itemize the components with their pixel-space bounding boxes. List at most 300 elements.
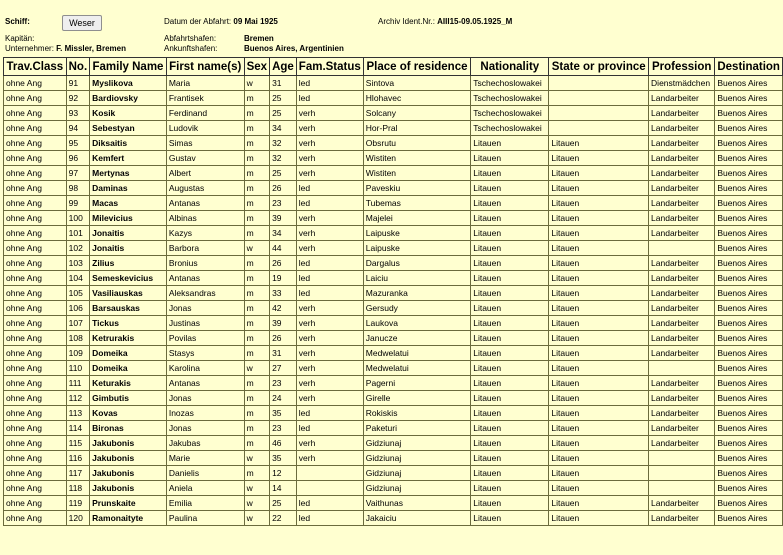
cell-family-name: Tickus — [90, 316, 167, 331]
cell-first-names: Albert — [166, 166, 244, 181]
cell-no: 101 — [66, 226, 90, 241]
cell-trav-class: ohne Ang — [4, 166, 67, 181]
cell-destination: Buenos Aires — [715, 136, 783, 151]
column-header-profession: Profession — [649, 58, 715, 76]
ship-name-button[interactable]: Weser — [62, 15, 102, 31]
cell-first-names: Inozas — [166, 406, 244, 421]
cell-nationality: Litauen — [471, 136, 549, 151]
cell-trav-class: ohne Ang — [4, 376, 67, 391]
cell-profession — [649, 241, 715, 256]
cell-trav-class: ohne Ang — [4, 451, 67, 466]
cell-fam-status: verh — [296, 121, 363, 136]
cell-nationality: Litauen — [471, 376, 549, 391]
table-row — [4, 226, 783, 241]
cell-family-name: Bironas — [90, 421, 167, 436]
cell-place-of-residence: Paveskiu — [363, 181, 470, 196]
cell-first-names: Stasys — [166, 346, 244, 361]
cell-state-or-province: Litauen — [549, 241, 649, 256]
cell-profession: Landarbeiter — [649, 496, 715, 511]
cell-state-or-province: Litauen — [549, 376, 649, 391]
table-row — [4, 286, 783, 301]
column-header-trav-class: Trav.Class — [4, 58, 67, 76]
cell-first-names: Jonas — [166, 421, 244, 436]
cell-trav-class: ohne Ang — [4, 241, 67, 256]
cell-nationality: Litauen — [471, 406, 549, 421]
table-row — [4, 181, 783, 196]
cell-destination: Buenos Aires — [715, 181, 783, 196]
cell-age: 35 — [270, 406, 297, 421]
cell-sex: w — [244, 496, 269, 511]
cell-first-names: Paulina — [166, 511, 244, 526]
cell-fam-status: verh — [296, 136, 363, 151]
column-header-fam-status: Fam.Status — [296, 58, 363, 76]
cell-first-names: Danielis — [166, 466, 244, 481]
cell-nationality: Litauen — [471, 511, 549, 526]
cell-no: 106 — [66, 301, 90, 316]
table-row — [4, 436, 783, 451]
table-row — [4, 481, 783, 496]
cell-nationality: Litauen — [471, 316, 549, 331]
cell-nationality: Tschechoslowakei — [471, 106, 549, 121]
cell-family-name: Kovas — [90, 406, 167, 421]
cell-destination: Buenos Aires — [715, 91, 783, 106]
cell-destination: Buenos Aires — [715, 226, 783, 241]
column-header-age: Age — [270, 58, 297, 76]
cell-sex: m — [244, 91, 269, 106]
cell-fam-status: verh — [296, 436, 363, 451]
cell-place-of-residence: Laipuske — [363, 241, 470, 256]
cell-nationality: Litauen — [471, 286, 549, 301]
cell-state-or-province: Litauen — [549, 466, 649, 481]
cell-state-or-province — [549, 121, 649, 136]
cell-sex: w — [244, 451, 269, 466]
cell-destination: Buenos Aires — [715, 451, 783, 466]
cell-no: 114 — [66, 421, 90, 436]
cell-nationality: Litauen — [471, 196, 549, 211]
cell-fam-status: verh — [296, 301, 363, 316]
cell-destination: Buenos Aires — [715, 316, 783, 331]
cell-age: 25 — [270, 166, 297, 181]
cell-profession: Landarbeiter — [649, 151, 715, 166]
cell-state-or-province: Litauen — [549, 361, 649, 376]
cell-destination: Buenos Aires — [715, 511, 783, 526]
cell-nationality: Litauen — [471, 151, 549, 166]
cell-fam-status: led — [296, 496, 363, 511]
departure-date-row — [164, 17, 278, 27]
cell-trav-class: ohne Ang — [4, 226, 67, 241]
cell-sex: m — [244, 286, 269, 301]
cell-destination: Buenos Aires — [715, 211, 783, 226]
cell-first-names: Justinas — [166, 316, 244, 331]
cell-profession: Landarbeiter — [649, 421, 715, 436]
cell-sex: m — [244, 421, 269, 436]
cell-family-name: Jonaitis — [90, 226, 167, 241]
cell-fam-status — [296, 481, 363, 496]
cell-sex: m — [244, 166, 269, 181]
cell-first-names: Emilia — [166, 496, 244, 511]
cell-family-name: Diksaitis — [90, 136, 167, 151]
cell-family-name: Domeika — [90, 361, 167, 376]
cell-trav-class: ohne Ang — [4, 346, 67, 361]
cell-first-names: Karolina — [166, 361, 244, 376]
manifest-header — [0, 0, 783, 58]
cell-no: 92 — [66, 91, 90, 106]
cell-sex: m — [244, 151, 269, 166]
cell-place-of-residence: Dargalus — [363, 256, 470, 271]
cell-age: 46 — [270, 436, 297, 451]
cell-fam-status: verh — [296, 211, 363, 226]
table-row — [4, 511, 783, 526]
cell-age: 25 — [270, 496, 297, 511]
cell-sex: m — [244, 181, 269, 196]
table-row — [4, 361, 783, 376]
cell-nationality: Litauen — [471, 391, 549, 406]
cell-state-or-province: Litauen — [549, 256, 649, 271]
cell-trav-class: ohne Ang — [4, 76, 67, 91]
cell-nationality: Litauen — [471, 331, 549, 346]
cell-age: 32 — [270, 151, 297, 166]
ship-label: Schiff: — [5, 17, 30, 26]
cell-family-name: Jakubonis — [90, 451, 167, 466]
cell-destination: Buenos Aires — [715, 466, 783, 481]
cell-family-name: Zilius — [90, 256, 167, 271]
company-value: F. Missler, Bremen — [56, 44, 126, 53]
cell-destination: Buenos Aires — [715, 376, 783, 391]
cell-nationality: Litauen — [471, 271, 549, 286]
cell-sex: m — [244, 121, 269, 136]
cell-fam-status: verh — [296, 226, 363, 241]
company-label: Unternehmer: — [5, 44, 54, 53]
cell-fam-status: verh — [296, 391, 363, 406]
cell-sex: w — [244, 241, 269, 256]
cell-fam-status: verh — [296, 451, 363, 466]
table-row — [4, 331, 783, 346]
cell-place-of-residence: Medwelatui — [363, 346, 470, 361]
cell-no: 98 — [66, 181, 90, 196]
cell-destination: Buenos Aires — [715, 346, 783, 361]
cell-nationality: Litauen — [471, 451, 549, 466]
cell-fam-status: led — [296, 271, 363, 286]
cell-profession: Landarbeiter — [649, 91, 715, 106]
cell-age: 42 — [270, 301, 297, 316]
cell-trav-class: ohne Ang — [4, 121, 67, 136]
cell-profession: Dienstmädchen — [649, 76, 715, 91]
cell-sex: w — [244, 481, 269, 496]
cell-trav-class: ohne Ang — [4, 181, 67, 196]
archive-value: AIII15-09.05.1925_M — [437, 17, 513, 26]
cell-fam-status: verh — [296, 166, 363, 181]
cell-destination: Buenos Aires — [715, 436, 783, 451]
cell-family-name: Myslikova — [90, 76, 167, 91]
cell-no: 112 — [66, 391, 90, 406]
cell-no: 110 — [66, 361, 90, 376]
cell-sex: w — [244, 76, 269, 91]
cell-trav-class: ohne Ang — [4, 316, 67, 331]
cell-age: 25 — [270, 91, 297, 106]
cell-state-or-province: Litauen — [549, 166, 649, 181]
cell-nationality: Litauen — [471, 226, 549, 241]
cell-trav-class: ohne Ang — [4, 196, 67, 211]
table-row — [4, 256, 783, 271]
cell-first-names: Bronius — [166, 256, 244, 271]
cell-state-or-province: Litauen — [549, 286, 649, 301]
cell-age: 39 — [270, 316, 297, 331]
cell-trav-class: ohne Ang — [4, 331, 67, 346]
cell-destination: Buenos Aires — [715, 301, 783, 316]
cell-trav-class: ohne Ang — [4, 271, 67, 286]
cell-destination: Buenos Aires — [715, 121, 783, 136]
cell-state-or-province — [549, 76, 649, 91]
cell-sex: m — [244, 346, 269, 361]
cell-nationality: Litauen — [471, 256, 549, 271]
cell-sex: m — [244, 391, 269, 406]
table-row — [4, 466, 783, 481]
cell-place-of-residence: Medwelatui — [363, 361, 470, 376]
cell-place-of-residence: Sintova — [363, 76, 470, 91]
cell-place-of-residence: Majelei — [363, 211, 470, 226]
table-row — [4, 451, 783, 466]
cell-profession: Landarbeiter — [649, 121, 715, 136]
cell-destination: Buenos Aires — [715, 106, 783, 121]
column-header-state-or-province: State or province — [549, 58, 649, 76]
cell-fam-status: verh — [296, 331, 363, 346]
cell-sex: m — [244, 301, 269, 316]
cell-fam-status: verh — [296, 241, 363, 256]
cell-sex: w — [244, 361, 269, 376]
table-row — [4, 166, 783, 181]
departure-port-value: Bremen — [244, 34, 274, 43]
cell-place-of-residence: Girelle — [363, 391, 470, 406]
table-row — [4, 301, 783, 316]
cell-sex: m — [244, 376, 269, 391]
cell-destination: Buenos Aires — [715, 421, 783, 436]
table-header-row — [4, 58, 783, 76]
cell-no: 91 — [66, 76, 90, 91]
column-header-destination: Destination — [715, 58, 783, 76]
cell-age: 34 — [270, 121, 297, 136]
cell-trav-class: ohne Ang — [4, 436, 67, 451]
cell-nationality: Tschechoslowakei — [471, 121, 549, 136]
cell-age: 33 — [270, 286, 297, 301]
departure-date-label: Datum der Abfahrt: — [164, 17, 232, 26]
cell-state-or-province: Litauen — [549, 346, 649, 361]
cell-trav-class: ohne Ang — [4, 406, 67, 421]
cell-age: 31 — [270, 76, 297, 91]
cell-no: 93 — [66, 106, 90, 121]
cell-age: 23 — [270, 421, 297, 436]
cell-fam-status: verh — [296, 361, 363, 376]
cell-destination: Buenos Aires — [715, 496, 783, 511]
cell-destination: Buenos Aires — [715, 196, 783, 211]
cell-age: 31 — [270, 346, 297, 361]
cell-destination: Buenos Aires — [715, 256, 783, 271]
cell-no: 115 — [66, 436, 90, 451]
cell-fam-status: led — [296, 256, 363, 271]
cell-no: 118 — [66, 481, 90, 496]
cell-sex: m — [244, 466, 269, 481]
cell-trav-class: ohne Ang — [4, 151, 67, 166]
cell-fam-status: verh — [296, 376, 363, 391]
cell-state-or-province — [549, 106, 649, 121]
cell-place-of-residence: Hor-Pral — [363, 121, 470, 136]
cell-trav-class: ohne Ang — [4, 391, 67, 406]
table-row — [4, 346, 783, 361]
cell-age: 12 — [270, 466, 297, 481]
cell-nationality: Litauen — [471, 166, 549, 181]
cell-profession: Landarbeiter — [649, 211, 715, 226]
cell-profession: Landarbeiter — [649, 391, 715, 406]
cell-no: 109 — [66, 346, 90, 361]
cell-place-of-residence: Gidziunaj — [363, 466, 470, 481]
arrival-port-label: Ankunftshafen: — [164, 44, 218, 53]
cell-nationality: Litauen — [471, 361, 549, 376]
cell-sex: m — [244, 196, 269, 211]
cell-first-names: Simas — [166, 136, 244, 151]
cell-profession: Landarbeiter — [649, 181, 715, 196]
cell-state-or-province: Litauen — [549, 301, 649, 316]
cell-profession: Landarbeiter — [649, 406, 715, 421]
cell-trav-class: ohne Ang — [4, 496, 67, 511]
cell-profession: Landarbeiter — [649, 436, 715, 451]
cell-destination: Buenos Aires — [715, 331, 783, 346]
cell-destination: Buenos Aires — [715, 481, 783, 496]
cell-no: 103 — [66, 256, 90, 271]
cell-family-name: Keturakis — [90, 376, 167, 391]
table-row — [4, 136, 783, 151]
cell-profession: Landarbeiter — [649, 331, 715, 346]
cell-nationality: Tschechoslowakei — [471, 91, 549, 106]
cell-nationality: Litauen — [471, 466, 549, 481]
cell-sex: m — [244, 316, 269, 331]
cell-first-names: Barbora — [166, 241, 244, 256]
cell-family-name: Prunskaite — [90, 496, 167, 511]
cell-family-name: Daminas — [90, 181, 167, 196]
cell-first-names: Albinas — [166, 211, 244, 226]
cell-destination: Buenos Aires — [715, 241, 783, 256]
cell-destination: Buenos Aires — [715, 391, 783, 406]
cell-sex: m — [244, 406, 269, 421]
cell-no: 100 — [66, 211, 90, 226]
passenger-table — [3, 57, 783, 526]
table-row — [4, 196, 783, 211]
cell-nationality: Litauen — [471, 436, 549, 451]
cell-trav-class: ohne Ang — [4, 286, 67, 301]
cell-profession: Landarbeiter — [649, 271, 715, 286]
cell-state-or-province: Litauen — [549, 211, 649, 226]
cell-fam-status: led — [296, 511, 363, 526]
cell-state-or-province: Litauen — [549, 196, 649, 211]
table-row — [4, 421, 783, 436]
cell-place-of-residence: Gidziunaj — [363, 451, 470, 466]
cell-no: 120 — [66, 511, 90, 526]
cell-age: 24 — [270, 391, 297, 406]
cell-profession — [649, 451, 715, 466]
cell-family-name: Ketrurakis — [90, 331, 167, 346]
departure-port-label: Abfahrtshafen: — [164, 34, 217, 43]
cell-no: 94 — [66, 121, 90, 136]
cell-place-of-residence: Janucze — [363, 331, 470, 346]
cell-nationality: Litauen — [471, 241, 549, 256]
cell-sex: w — [244, 511, 269, 526]
cell-state-or-province: Litauen — [549, 496, 649, 511]
cell-nationality: Tschechoslowakei — [471, 76, 549, 91]
cell-family-name: Kosik — [90, 106, 167, 121]
cell-age: 34 — [270, 226, 297, 241]
column-header-family-name: Family Name — [90, 58, 167, 76]
cell-place-of-residence: Jakaiciu — [363, 511, 470, 526]
cell-first-names: Antanas — [166, 271, 244, 286]
cell-place-of-residence: Laipuske — [363, 226, 470, 241]
cell-state-or-province: Litauen — [549, 451, 649, 466]
cell-place-of-residence: Wistiten — [363, 151, 470, 166]
table-row — [4, 106, 783, 121]
cell-state-or-province: Litauen — [549, 271, 649, 286]
cell-no: 102 — [66, 241, 90, 256]
cell-nationality: Litauen — [471, 181, 549, 196]
cell-no: 107 — [66, 316, 90, 331]
cell-place-of-residence: Wistiten — [363, 166, 470, 181]
table-row — [4, 496, 783, 511]
cell-fam-status: led — [296, 181, 363, 196]
cell-age: 39 — [270, 211, 297, 226]
cell-place-of-residence: Rokiskis — [363, 406, 470, 421]
cell-age: 23 — [270, 196, 297, 211]
captain-label: Kapitän: — [5, 34, 35, 43]
cell-age: 14 — [270, 481, 297, 496]
table-row — [4, 211, 783, 226]
cell-trav-class: ohne Ang — [4, 91, 67, 106]
cell-sex: m — [244, 211, 269, 226]
cell-family-name: Gimbutis — [90, 391, 167, 406]
table-row — [4, 121, 783, 136]
cell-sex: m — [244, 226, 269, 241]
cell-trav-class: ohne Ang — [4, 301, 67, 316]
column-header-no: No. — [66, 58, 90, 76]
cell-destination: Buenos Aires — [715, 166, 783, 181]
cell-profession: Landarbeiter — [649, 166, 715, 181]
cell-no: 97 — [66, 166, 90, 181]
cell-place-of-residence: Gidziunaj — [363, 436, 470, 451]
cell-family-name: Mertynas — [90, 166, 167, 181]
cell-sex: m — [244, 436, 269, 451]
cell-place-of-residence: Obsrutu — [363, 136, 470, 151]
cell-profession: Landarbeiter — [649, 376, 715, 391]
cell-destination: Buenos Aires — [715, 271, 783, 286]
cell-no: 108 — [66, 331, 90, 346]
cell-age: 44 — [270, 241, 297, 256]
cell-age: 26 — [270, 331, 297, 346]
cell-place-of-residence: Gidziunaj — [363, 481, 470, 496]
cell-trav-class: ohne Ang — [4, 421, 67, 436]
cell-sex: m — [244, 136, 269, 151]
cell-profession: Landarbeiter — [649, 136, 715, 151]
cell-nationality: Litauen — [471, 421, 549, 436]
cell-no: 105 — [66, 286, 90, 301]
cell-trav-class: ohne Ang — [4, 481, 67, 496]
cell-profession: Landarbeiter — [649, 346, 715, 361]
cell-first-names: Povilas — [166, 331, 244, 346]
cell-destination: Buenos Aires — [715, 361, 783, 376]
cell-sex: m — [244, 271, 269, 286]
cell-age: 26 — [270, 181, 297, 196]
table-row — [4, 241, 783, 256]
cell-fam-status — [296, 466, 363, 481]
table-row — [4, 406, 783, 421]
cell-first-names: Jonas — [166, 301, 244, 316]
arrival-port-value: Buenos Aires, Argentinien — [244, 44, 344, 53]
cell-no: 99 — [66, 196, 90, 211]
cell-family-name: Jakubonis — [90, 436, 167, 451]
